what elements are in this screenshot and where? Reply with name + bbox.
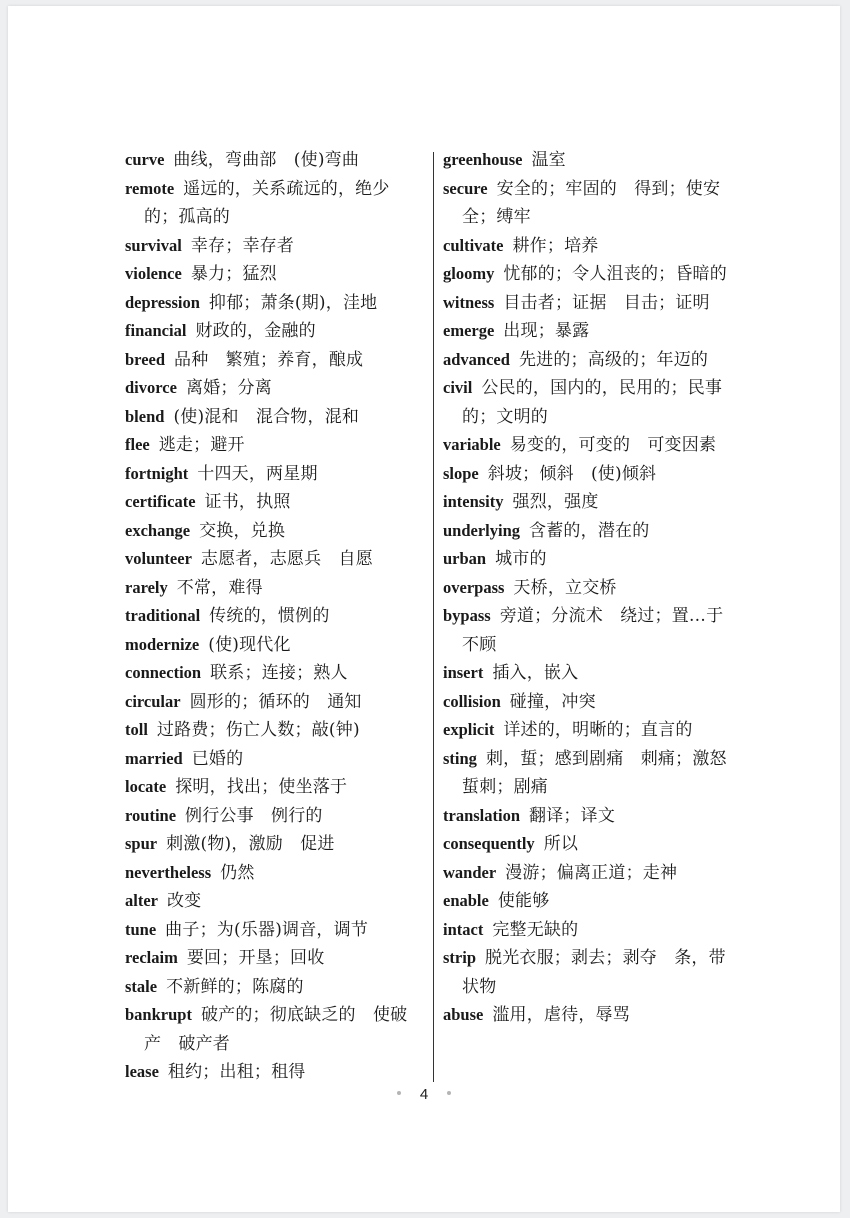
entry-definition: 不常，难得 [176, 577, 263, 598]
entry-word: civil [443, 378, 473, 397]
entry-definition: 过路费；伤亡人数；敲(钟) [156, 720, 360, 740]
entry-definition: 漫游；偏离正道；走神 [505, 862, 678, 883]
entry-definition: 翻译；译文 [529, 805, 616, 826]
entry-word: emerge [443, 321, 495, 340]
entry-definition: 曲线，弯曲部 (使)弯曲 [173, 150, 360, 170]
entry-definition: 公民的，国内的，民用的；民事的；文明的 [462, 378, 723, 427]
dot-icon [447, 1091, 451, 1095]
entry-word: tune [125, 919, 157, 939]
entry-word: breed [125, 349, 166, 369]
entry-definition: 强烈，强度 [512, 492, 599, 512]
vocab-entry [443, 460, 735, 489]
entry-word: bypass [443, 606, 491, 625]
entry-definition: 易变的，可变的 可变因素 [509, 435, 717, 455]
entry-word: strip [443, 948, 476, 967]
entry-definition: 暴力；猛烈 [190, 264, 277, 284]
vocab-entry [125, 716, 421, 745]
vocab-entry [125, 545, 421, 574]
entry-definition: 城市的 [495, 549, 547, 569]
entry-definition: (使)混和 混合物，混和 [173, 406, 360, 427]
entry-definition: 温室 [531, 150, 566, 170]
entry-definition: 破产的；彻底缺乏的 使破产 破产者 [144, 1005, 408, 1054]
entry-definition: 忧郁的；令人沮丧的；昏暗的 [503, 264, 727, 284]
vocab-entry [443, 545, 735, 574]
entry-definition: 滥用，虐待，辱骂 [492, 1005, 630, 1025]
entry-word: secure [443, 178, 488, 198]
entry-definition: 幸存；幸存者 [190, 235, 295, 256]
entry-definition: 安全的；牢固的 得到；使安全；缚牢 [462, 178, 721, 227]
page-footer [8, 1086, 840, 1103]
vocab-entry [125, 260, 421, 289]
vocab-entry [125, 488, 421, 517]
entry-definition: 十四天，两星期 [197, 463, 318, 484]
entry-word: enable [443, 891, 489, 910]
entry-word: routine [125, 805, 177, 825]
left-column [125, 146, 421, 1087]
entry-word: collision [443, 691, 501, 711]
entry-word: rarely [125, 577, 168, 597]
entry-definition: 耕作；培养 [512, 235, 599, 256]
entry-definition: 改变 [166, 891, 202, 911]
entry-word: bankrupt [125, 1005, 192, 1024]
vocab-entry [125, 289, 421, 318]
entry-definition: 抑郁；萧条(期)，洼地 [208, 292, 378, 313]
vocab-entry [125, 374, 421, 403]
vocab-entry [125, 460, 421, 489]
entry-word: flee [125, 435, 150, 454]
entry-definition: 租约；出租；租得 [167, 1062, 306, 1082]
vocab-entry [443, 574, 735, 603]
vocab-entry [443, 232, 735, 261]
entry-word: intact [443, 919, 484, 939]
entry-definition: 圆形的；循环的 通知 [189, 691, 362, 712]
entry-word: locate [125, 777, 167, 796]
entry-word: reclaim [125, 948, 178, 967]
entry-definition: 不新鲜的；陈腐的 [166, 976, 304, 997]
entry-definition: 离婚；分离 [185, 378, 272, 398]
entry-word: greenhouse [443, 150, 523, 169]
entry-definition: 财政的，金融的 [195, 321, 316, 341]
entry-definition: 遥远的，关系疏远的，绝少的；孤高的 [144, 178, 390, 227]
entry-word: financial [125, 321, 187, 340]
entry-definition: 要回；开垦；回收 [186, 948, 325, 968]
vocab-entry [443, 745, 744, 802]
dot-icon [397, 1091, 401, 1095]
vocab-entry [125, 688, 421, 717]
vocab-entry [443, 1001, 735, 1030]
vocab-entry [125, 431, 421, 460]
entry-word: advanced [443, 349, 510, 369]
vocab-entry [443, 688, 735, 717]
entry-definition: 刺激(物)，激励 促进 [166, 834, 335, 854]
column-divider [433, 152, 434, 1082]
entry-word: urban [443, 549, 487, 568]
entry-definition: 已婚的 [191, 748, 244, 769]
entry-word: certificate [125, 492, 196, 511]
entry-definition: 脱光衣服；剥去；剥夺 条，带状物 [462, 948, 726, 997]
vocab-entry [125, 944, 421, 973]
entry-definition: 含蓄的，潜在的 [529, 520, 650, 541]
entry-word: married [125, 748, 183, 768]
entry-definition: 插入，嵌入 [492, 663, 579, 683]
vocab-entry [443, 802, 735, 831]
vocab-entry [125, 745, 421, 774]
entry-word: connection [125, 663, 202, 682]
entry-word: exchange [125, 520, 191, 540]
entry-word: fortnight [125, 463, 189, 483]
vocab-entry [125, 773, 421, 802]
vocab-entry [443, 716, 735, 745]
entry-definition: 探明，找出；使坐落于 [175, 777, 348, 797]
entry-word: gloomy [443, 264, 495, 283]
vocab-entry [443, 944, 735, 1001]
entry-definition: 曲子；为(乐器)调音，调节 [165, 919, 369, 940]
entry-word: remote [125, 178, 175, 198]
entry-definition: 证书，执照 [204, 492, 291, 512]
vocab-entry [443, 346, 735, 375]
entry-definition: 例行公事 例行的 [185, 805, 323, 826]
vocab-entry [443, 859, 735, 888]
entry-word: spur [125, 834, 158, 853]
entry-word: overpass [443, 577, 505, 597]
vocab-entry [125, 1001, 421, 1058]
entry-word: curve [125, 150, 165, 169]
vocab-entry [125, 830, 421, 859]
vocab-entry [443, 146, 735, 175]
entry-definition: 旁道；分流术 绕过；置…于不顾 [462, 606, 724, 655]
entry-definition: 仍然 [220, 862, 255, 883]
vocab-entry [125, 802, 421, 831]
vocab-entry [125, 346, 421, 375]
entry-word: explicit [443, 720, 495, 739]
vocab-entry [125, 916, 421, 945]
entry-word: survival [125, 235, 182, 255]
entry-definition: (使)现代化 [208, 634, 291, 655]
entry-word: wander [443, 862, 497, 882]
entry-word: consequently [443, 834, 535, 853]
vocab-entry [125, 403, 421, 432]
entry-word: lease [125, 1062, 159, 1081]
vocab-entry [125, 517, 421, 546]
entry-definition: 交换，兑换 [199, 520, 286, 541]
entry-definition: 传统的，惯例的 [209, 606, 330, 626]
vocab-entry [125, 317, 421, 346]
entry-word: variable [443, 435, 501, 454]
vocab-entry [125, 175, 421, 232]
vocab-entry [125, 574, 421, 603]
entry-definition: 志愿者，志愿兵 自愿 [200, 549, 373, 569]
vocab-entry [125, 602, 421, 631]
entry-word: circular [125, 691, 181, 711]
entry-definition: 先进的；高级的；年迈的 [518, 349, 709, 370]
vocab-entry [125, 859, 421, 888]
vocab-entry [443, 830, 735, 859]
entry-word: sting [443, 748, 477, 768]
page-number: 4 [419, 1086, 429, 1103]
entry-definition: 天桥，立交桥 [513, 577, 617, 598]
vocab-entry [443, 488, 735, 517]
vocab-entry [443, 317, 735, 346]
vocab-entry [443, 517, 735, 546]
entry-word: intensity [443, 492, 504, 511]
entry-word: depression [125, 292, 200, 312]
vocab-entry [443, 887, 735, 916]
vocab-entry [125, 1058, 421, 1087]
vocab-entry [125, 973, 421, 1002]
vocab-entry [443, 602, 735, 659]
entry-word: cultivate [443, 235, 504, 255]
vocab-entry [125, 146, 421, 175]
entry-definition: 联系；连接；熟人 [210, 663, 348, 683]
entry-definition: 斜坡；倾斜 (使)倾斜 [487, 463, 657, 484]
entry-word: witness [443, 292, 495, 312]
entry-word: toll [125, 720, 148, 739]
right-column [443, 146, 744, 1030]
entry-definition: 详述的，明晰的；直言的 [503, 720, 693, 740]
entry-word: abuse [443, 1005, 484, 1024]
entry-definition: 品种 繁殖；养育，酿成 [174, 349, 364, 370]
entry-word: traditional [125, 606, 201, 625]
entry-word: underlying [443, 520, 521, 540]
vocab-entry [443, 431, 735, 460]
entry-word: nevertheless [125, 862, 212, 882]
entry-definition: 碰撞，冲突 [509, 691, 596, 712]
entry-word: divorce [125, 378, 177, 397]
vocab-entry [443, 175, 735, 232]
vocab-entry [443, 916, 735, 945]
entry-definition: 刺，蜇；感到剧痛 刺痛；激怒 蜇刺；剧痛 [462, 748, 744, 797]
vocab-entry [443, 260, 735, 289]
vocab-entry [125, 887, 421, 916]
entry-definition: 逃走；避开 [158, 435, 245, 455]
entry-definition: 出现；暴露 [503, 321, 590, 341]
entry-word: volunteer [125, 549, 192, 568]
entry-definition: 使能够 [497, 891, 550, 911]
entry-word: blend [125, 406, 165, 426]
vocab-entry [125, 232, 421, 261]
entry-word: violence [125, 264, 182, 283]
entry-definition: 所以 [543, 834, 579, 854]
vocab-entry [125, 659, 421, 688]
vocab-entry [125, 631, 421, 660]
vocab-entry [443, 374, 735, 431]
entry-word: translation [443, 805, 521, 825]
entry-word: slope [443, 463, 479, 483]
document-page [8, 6, 840, 1212]
entry-word: alter [125, 891, 158, 910]
entry-word: stale [125, 976, 158, 996]
vocab-entry [443, 289, 735, 318]
entry-definition: 完整无缺的 [492, 919, 579, 940]
entry-word: modernize [125, 634, 200, 654]
entry-definition: 目击者；证据 目击；证明 [503, 292, 710, 313]
entry-word: insert [443, 663, 484, 682]
vocab-entry [443, 659, 735, 688]
